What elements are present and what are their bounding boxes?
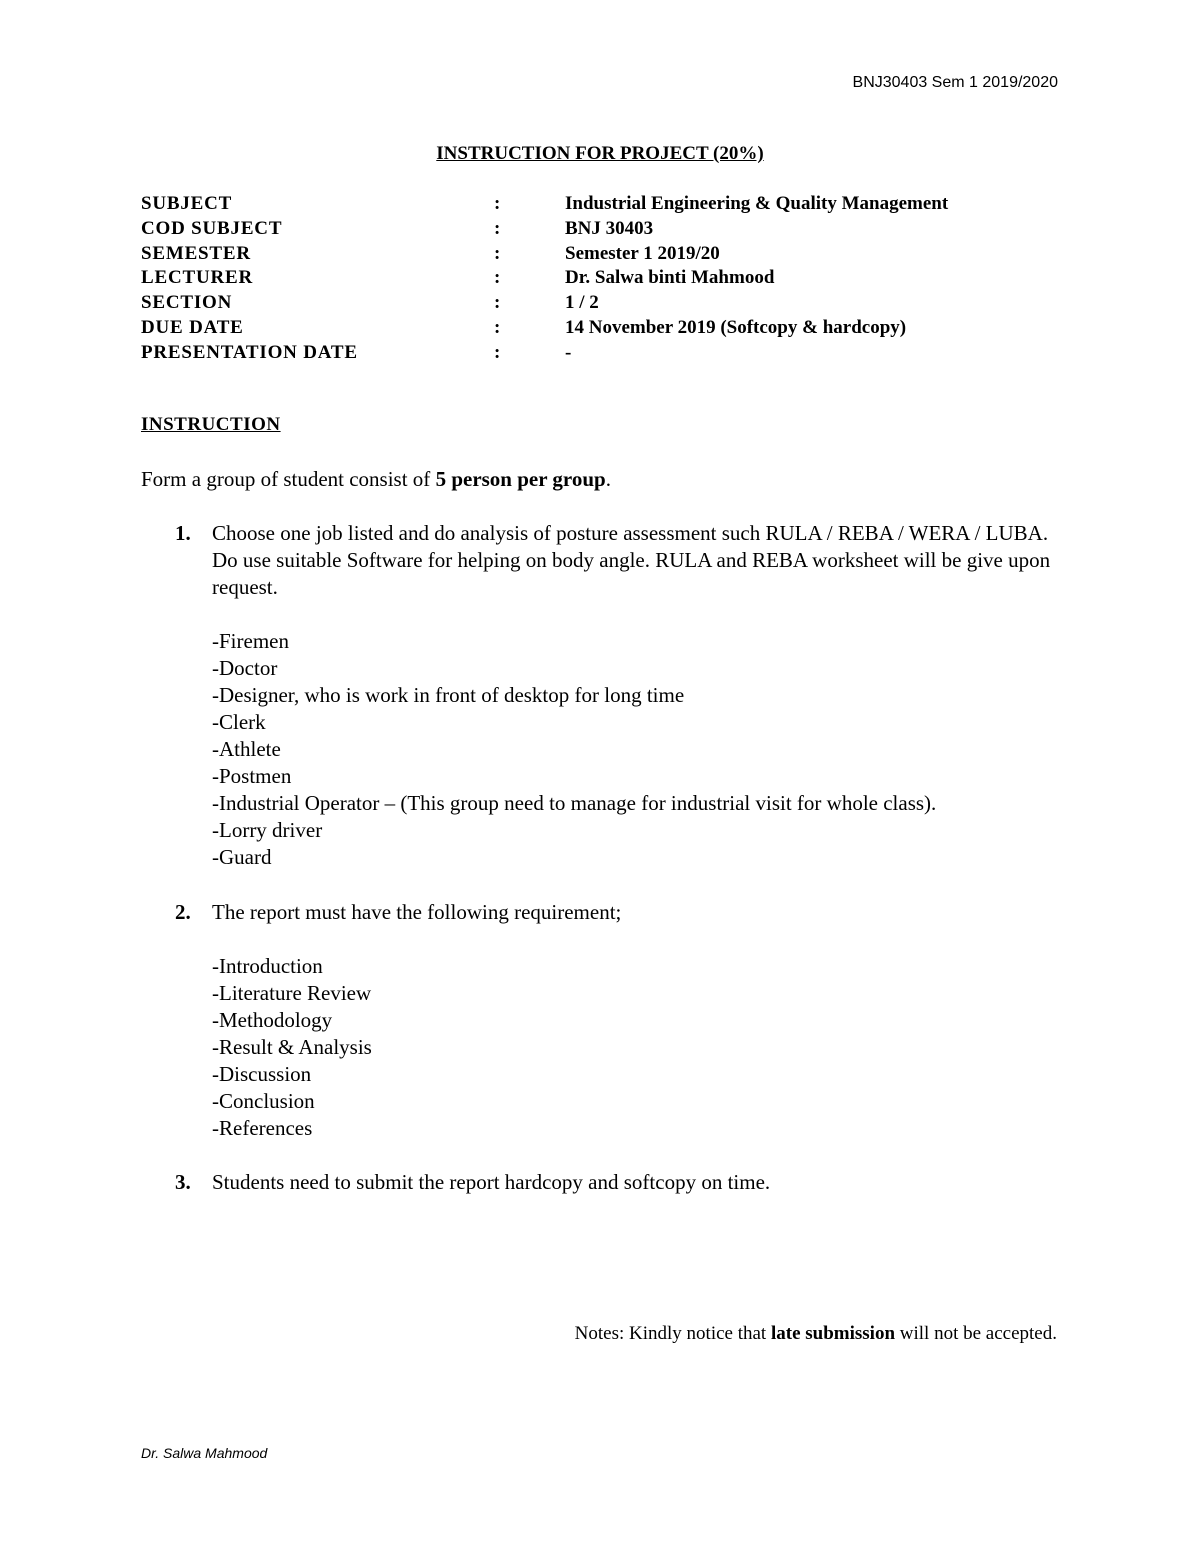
info-colon: : [494,242,501,264]
info-value: Dr. Salwa binti Mahmood [565,267,775,289]
intro-bold: 5 person per group [435,467,606,491]
info-label: COD SUBJECT [141,217,283,239]
info-value: 14 November 2019 (Softcopy & hardcopy) [565,316,907,338]
requirement-item: -Discussion [212,1062,312,1086]
info-colon: : [494,267,501,289]
info-label: LECTURER [141,267,253,289]
info-value: BNJ 30403 [565,217,654,239]
info-table [141,192,1045,366]
requirement-item: -Literature Review [212,981,372,1005]
list-item-number: 3. [175,1170,191,1194]
info-colon: : [494,316,501,338]
requirement-item: -References [212,1116,313,1140]
info-label: SECTION [141,292,233,314]
job-option: -Postmen [212,764,292,788]
requirement-item: -Methodology [212,1008,333,1032]
info-colon: : [494,193,501,214]
info-row-semester [141,242,1045,267]
info-row-due-date [141,316,1045,341]
job-option: -Industrial Operator – (This group need to manage for industrial visit for whole class). [212,791,937,815]
info-row-cod-subject [141,217,1045,242]
intro-paragraph [141,467,611,492]
notes-bold: late submission [770,1323,896,1344]
info-label: DUE DATE [141,316,244,338]
info-colon: : [494,217,501,239]
list-item-text: Choose one job listed and do analysis of posture assessment such RULA / REBA / WERA / LUBA. Do use suitable Software for helping on body angle. RULA and REBA worksheet will be give upon request. [212,521,1051,599]
info-row-presentation-date [141,341,1045,366]
info-label: SEMESTER [141,242,251,264]
info-row-lecturer [141,266,1045,291]
document-title [0,143,1200,165]
job-option: -Firemen [212,629,289,653]
requirement-list [212,953,1061,1142]
course-code-header: BNJ30403 Sem 1 2019/2020 [852,74,1058,91]
requirement-item: -Conclusion [212,1089,315,1113]
list-item-number: 1. [175,521,191,545]
notes-end: will not be accepted. [895,1323,1057,1344]
info-label: SUBJECT [141,193,233,214]
requirement-item: -Result & Analysis [212,1035,372,1059]
list-item-1 [141,520,1061,871]
job-option: -Designer, who is work in front of desktop for long time [212,683,685,707]
job-option: -Athlete [212,737,281,761]
job-option: -Guard [212,845,272,869]
info-colon: : [494,292,501,314]
list-item-number: 2. [175,900,191,924]
instruction-heading: INSTRUCTION [141,414,281,435]
job-option: -Doctor [212,656,278,680]
list-item-3 [141,1169,1061,1196]
list-item-2 [141,899,1061,1142]
info-colon: : [494,341,501,363]
footer-author: Dr. Salwa Mahmood [141,1445,268,1461]
requirement-item: -Introduction [212,954,323,978]
info-row-section [141,291,1045,316]
notes [575,1323,1057,1345]
list-item-text: Students need to submit the report hardcopy and softcopy on time. [212,1170,771,1194]
job-option: -Lorry driver [212,818,323,842]
document-title-text: INSTRUCTION FOR PROJECT (20%) [436,143,764,164]
info-label: PRESENTATION DATE [141,341,358,363]
job-option: -Clerk [212,710,266,734]
info-value: - [565,341,572,363]
notes-text: Notes: Kindly notice that [574,1323,771,1344]
intro-text: Form a group of student consist of [141,467,436,491]
info-row-subject [141,192,1045,217]
info-value: Industrial Engineering & Quality Management [565,193,949,214]
job-list [212,628,1061,871]
list-item-text: The report must have the following requirement; [212,900,622,924]
intro-end: . [605,467,611,491]
info-value: 1 / 2 [565,292,599,314]
info-value: Semester 1 2019/20 [565,242,720,264]
